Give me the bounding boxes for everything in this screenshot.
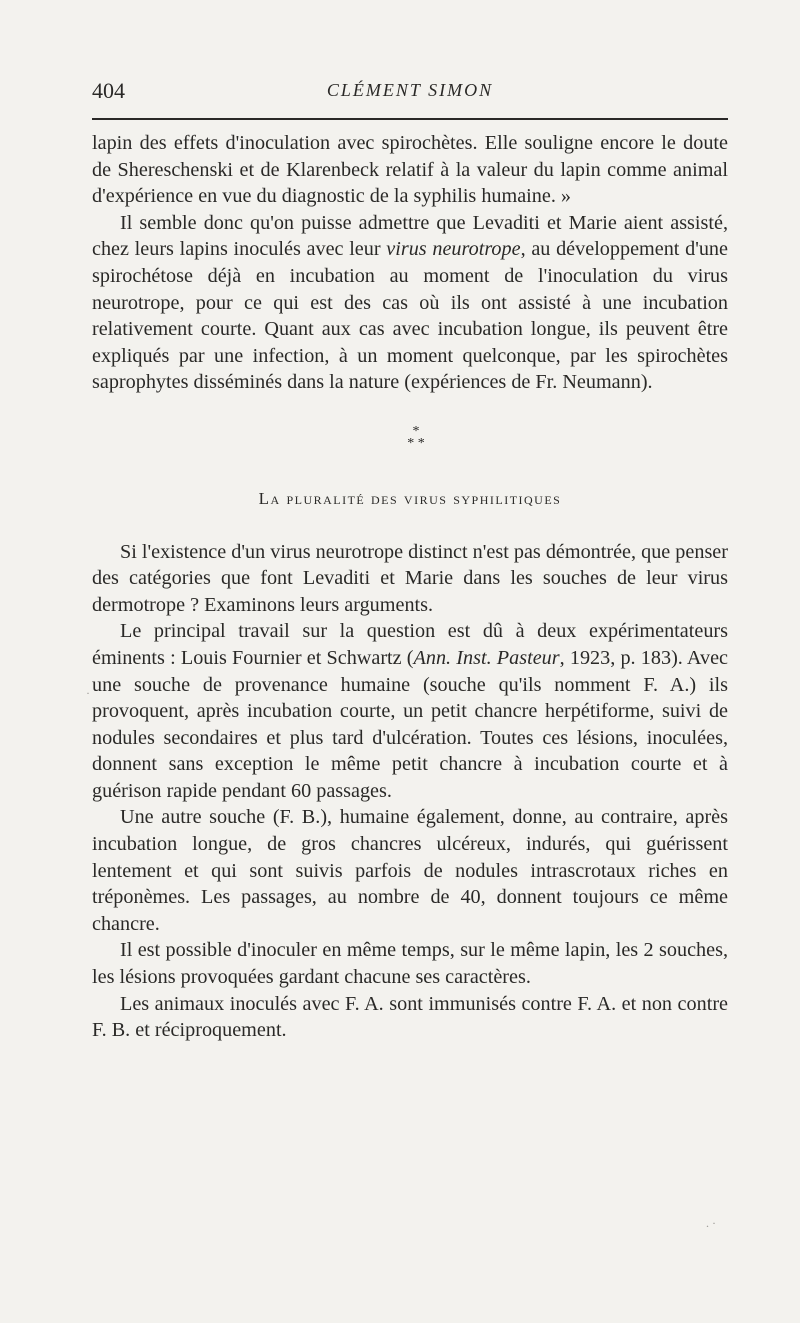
- paragraph: [92, 618, 728, 804]
- paragraph-continued: lapin des effets d'inoculation avec spirochètes. Elle souligne encore le doute de Shereschenski et de Klarenbeck relatif à la valeur du lapin comme animal d'expérience en vue du diagnostic de la syphilis humaine. »: [92, 132, 728, 208]
- page-body: [92, 130, 728, 1044]
- paragraph: Il est possible d'inoculer en même temps, sur le même lapin, les 2 souches, les lésions provoquées gardant chacune ses caractères.: [92, 939, 728, 989]
- paragraph-text: Le principal travail sur la question est dû à deux expérimentateurs éminents : Louis Fournier et Schwartz (: [92, 620, 728, 669]
- page-number: 404: [92, 78, 125, 103]
- paragraph-text: , 1923, p. 183). Avec une souche de provenance humaine (souche qu'ils nomment F. A.) ils provoquent, après incubation courte, un petit chancre herpétiforme, suivi de nodules secondaires et plus tard d'ulcération. Toutes ces lésions, inoculées, donnent sans exception le même petit chancre à incubation courte et à guérison rapide pendant 60 passages.: [92, 646, 728, 802]
- italic-term: virus neurotrope: [386, 238, 521, 261]
- section-title: La pluralité des virus syphilitiques: [258, 488, 562, 508]
- running-head: CLÉMENT SIMON: [326, 80, 494, 100]
- paragraph: Si l'existence d'un virus neurotrope distinct n'est pas démontrée, que penser des catégories que font Levaditi et Marie dans les souches de leur virus dermotrope ? Examinons leurs arguments.: [92, 540, 728, 616]
- asterism-bottom: * *: [407, 435, 425, 451]
- header-rule: [92, 118, 728, 120]
- citation-journal: Ann. Inst. Pasteur: [413, 646, 560, 669]
- print-speck: ·: [86, 686, 90, 700]
- print-speck: . ·: [706, 1216, 716, 1230]
- paragraph: Les animaux inoculés avec F. A. sont immunisés contre F. A. et non contre F. B. et réciproquement.: [92, 992, 728, 1042]
- paragraph: [92, 210, 728, 396]
- paragraph: Une autre souche (F. B.), humaine également, donne, au contraire, après incubation longue, de gros chancres ulcéreux, indurés, qui guérissent lentement et qui sont suivis parfois de nodules intrascrotaux riches en tréponèmes. Les passages, au nombre de 40, donnent toujours ce même chancre.: [92, 806, 728, 935]
- paragraph-text: Il semble donc qu'on puisse admettre que Levaditi et Marie aient assisté, chez leurs lapins inoculés avec leur: [92, 211, 728, 261]
- asterism-divider: [104, 423, 728, 451]
- paragraph-text: , au développement d'une spirochétose déjà en incubation au moment de l'inoculation du virus neurotrope, pour ce qui est des cas où ils ont assisté à une incubation relativement courte. Quant aux cas avec incubation longue, ils peuvent être expliqués par une infection, à un moment quelconque, par les spirochètes saprophytes disséminés dans la nature (expériences de Fr. Neumann).: [92, 238, 728, 394]
- asterism-top: *: [412, 423, 420, 439]
- page-header: [92, 78, 728, 108]
